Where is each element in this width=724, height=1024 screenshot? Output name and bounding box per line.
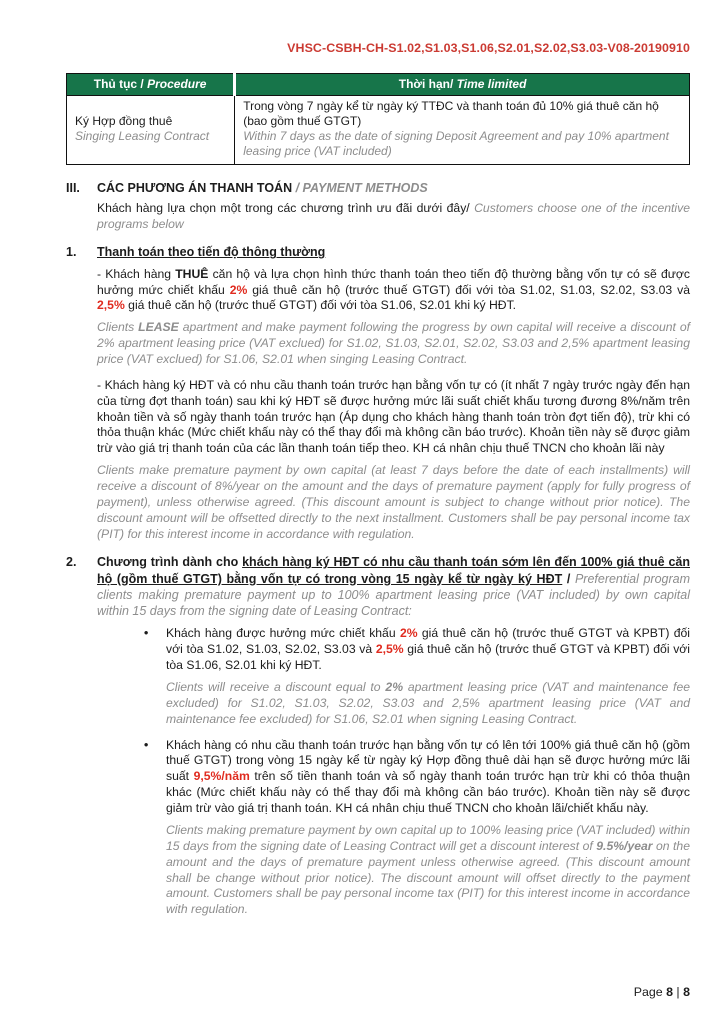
section-intro <box>97 201 690 233</box>
procedure-name-en: Singing Leasing Contract <box>75 128 210 143</box>
document-code: VHSC-CSBH-CH-S1.02,S1.03,S1.06,S2.01,S2.02,S3.03-V08-20190910 <box>287 41 690 55</box>
section-intro-en: Customers choose one of the incentive programs below <box>97 200 690 231</box>
bullet-icon: • <box>144 626 149 641</box>
header-procedure-vn: Thủ tục <box>93 77 138 92</box>
table-header-row <box>67 74 690 96</box>
cell-time-limit <box>235 96 690 165</box>
header-procedure-en: Procedure <box>147 77 207 92</box>
item2-bullet1 <box>144 626 690 674</box>
item1-paragraph2-vn: - Khách hàng ký HĐT và có nhu cầu thanh toán trước hạn bằng vốn tự có (ít nhất 7 ngày trước ngày đến hạn của từng đợt thanh toán) sau khi ký HĐT sẽ được hưởng mức lãi suất chiết khấu tương đương 8%/năm trên khoản tiền và số ngày thanh toán trước hạn (Áp dụng cho khách hàng thanh toán tròn đợt tiến độ), trừ khi có thỏa thuận khác (Mức chiết khấu này có thể thay đổi mà không cần báo trước). Khoản tiền này sẽ được giảm trừ vào giá trị thanh toán của các lần thanh toán tiếp theo. KH cá nhân chịu thuế TNCN cho khoản lãi này <box>97 377 690 456</box>
section-title <box>97 180 690 196</box>
item2-title: Chương trình dành cho khách hàng ký HĐT có nhu cầu thanh toán sớm lên đến 100% giá thuê căn hộ (gồm thuế GTGT) bằng vốn tự có trong vòng 15 ngày kể từ ngày ký HĐT / Preferential program clients making premature payment up to 100% apartment leasing price (VAT included) by own capital within 15 days from the signing date of Leasing Contract: <box>97 555 691 619</box>
item1-number: 1. <box>66 245 77 260</box>
procedure-table <box>66 73 690 164</box>
time-limit-en: Within 7 days as the date of signing Deposit Agreement and pay 10% apartment leasing price (VAT included) <box>243 128 669 158</box>
section-title-vn: CÁC PHƯƠNG ÁN THANH TOÁN <box>97 180 293 195</box>
procedure-name-vn: Ký Hợp đồng thuê <box>75 113 173 128</box>
item2-heading <box>66 554 690 619</box>
item1-heading <box>66 244 690 260</box>
section-number: III. <box>66 180 80 195</box>
header-time-separator: / <box>449 77 457 92</box>
section-intro-vn: Khách hàng lựa chọn một trong các chương trình ưu đãi dưới đây/ <box>97 200 475 215</box>
item2-number: 2. <box>66 555 77 570</box>
table-header-time-limit <box>235 74 690 96</box>
item1-paragraph2-en: Clients make premature payment by own capital (at least 7 days before the date of each installments) will receive a discount of 8%/year on the amount and the days of premature payment (apply for fully progress of payment), unless otherwise agreed. (This discount amount is subject to change without prior notice). The discount amount will be offsetted directly to the next installment. Customers shall be pay personal income tax (PIT) for this interest income in accordance with regulation. <box>97 463 690 541</box>
header-time-en: Time limited <box>456 77 527 92</box>
item2-bullet2 <box>144 738 690 817</box>
table-header-procedure <box>67 74 235 96</box>
item1-paragraph1-en: Clients LEASE apartment and make payment following the progress by own capital will receive a discount of 2% apartment leasing price (VAT exclued) for S1.02, S1.03, S2.01, S2.02, S3.03 and 2,5% apartment leasing price (VAT exclued) for S1.06, S2.01 when singing Leasing Contract. <box>97 320 690 367</box>
cell-procedure <box>67 96 235 165</box>
table-row <box>67 96 690 165</box>
bullet-icon: • <box>144 737 149 752</box>
item1-title: Thanh toán theo tiến độ thông thường <box>97 245 326 260</box>
section-title-en: / PAYMENT METHODS <box>292 180 428 195</box>
time-limit-vn: Trong vòng 7 ngày kể từ ngày ký TTĐC và thanh toán đủ 10% giá thuê căn hộ (bao gồm thuế GTGT) <box>243 99 659 128</box>
header-time-vn: Thời hạn <box>398 77 450 92</box>
item2-bullet1-vn: Khách hàng được hưởng mức chiết khấu 2% giá thuê căn hộ (trước thuế GTGT và KPBT) đối với tòa S1.02, S1.03, S2.02, S3.03 và 2,5% giá thuê căn hộ (trước thuế GTGT và KPBT) đối với tòa S1.06, S2.01 khi ký HĐT. <box>166 626 690 673</box>
header-procedure-separator: / <box>137 77 148 92</box>
item2-bullet1-en: Clients will receive a discount equal to 2% apartment leasing price (VAT and maintenance fee excluded) for S1.02, S1.03, S2.02, S3.03 and 2,5% apartment leasing price (VAT and maintenance fee excluded) for S1.06, S2.01 when signing Leasing Contract. <box>166 680 691 726</box>
page-number: Page 8 | 8 <box>633 984 690 999</box>
item2-bullet2-vn: Khách hàng có nhu cầu thanh toán trước hạn bằng vốn tự có lên tới 100% giá thuê căn hộ (gồm thuế GTGT) trong vòng 15 ngày kể từ ngày ký Hợp đồng thuê dài hạn sẽ được hưởng mức lãi suất 9,5%/năm trên số tiền thanh toán và số ngày thanh toán trước hạn trừ khi có thỏa thuận khác (Mức chiết khấu này có thể thay đổi mà không cần báo trước). Khoản tiền này sẽ được giảm trừ vào giá trị thanh toán. KH cá nhân chịu thuế TNCN cho khoản lãi/chiết khấu này. <box>166 737 690 816</box>
item2-bullet2-en: Clients making premature payment by own capital up to 100% leasing price (VAT included) within 15 days from the signing date of Leasing Contract will get a discount interest of 9.5%/year on the amount and the days of premature payment unless otherwise agreed. (This discount amount shall be change without prior notice). The discount amount will offset directly to the payment amount. Customers shall be pay personal income tax (PIT) for this interest income in accordance with regulation. <box>166 822 690 917</box>
section-heading <box>66 180 690 196</box>
item1-paragraph1-vn: - Khách hàng THUÊ căn hộ và lựa chọn hình thức thanh toán theo tiến độ thường bằng vốn tự có sẽ được hưởng mức chiết khấu 2% giá thuê căn hộ (trước thuế GTGT) đối với tòa S1.02, S1.03, S2.02, S3.03 và 2,5% giá thuê căn hộ (trước thuế GTGT) đối với tòa S1.06, S2.01 khi ký HĐT. <box>97 266 690 313</box>
